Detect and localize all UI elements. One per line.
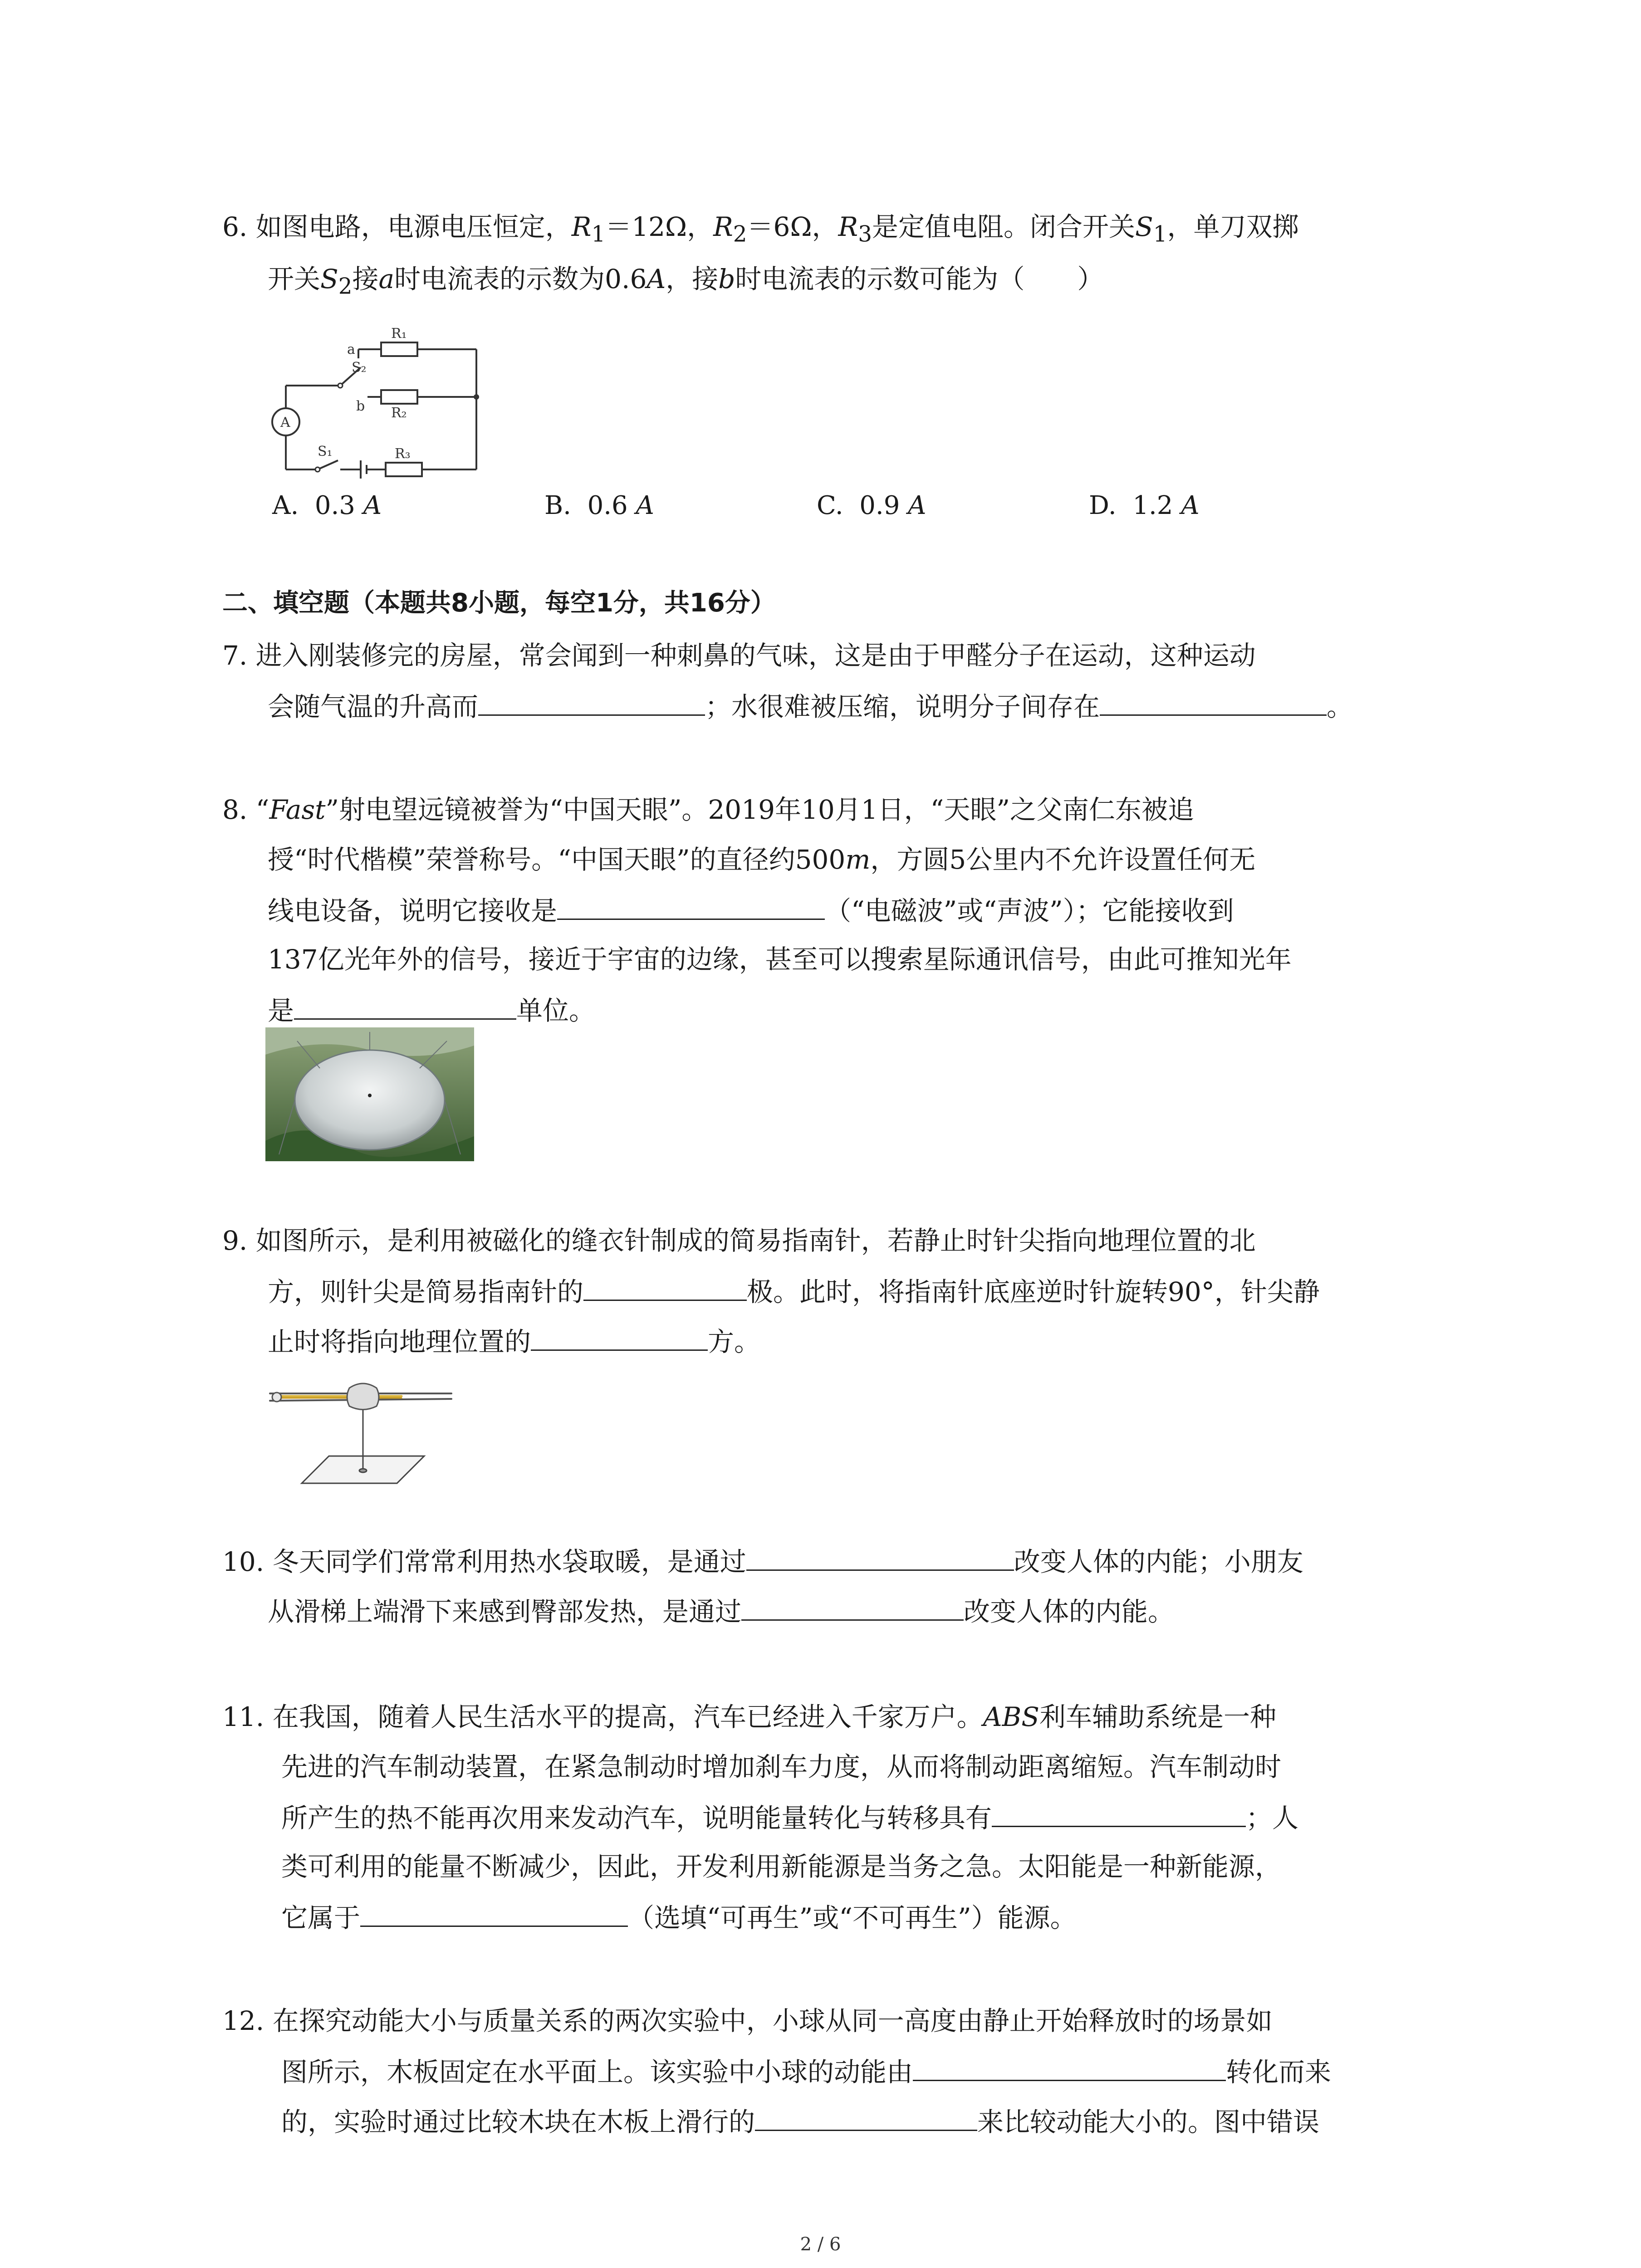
answer-blank[interactable] [583,1272,747,1301]
q9-text: 方。 [708,1326,761,1357]
junction-dot [474,394,479,400]
q9-line1 [222,1222,1256,1259]
answer-blank[interactable] [755,2102,977,2131]
ammeter-label: A [280,415,290,430]
q8-text: “ [255,794,269,825]
abs-name: ABS [983,1701,1039,1732]
answer-blank[interactable] [478,687,705,716]
q8-text: （“电磁波”或“声波”）；它能接收到 [825,895,1234,926]
answer-blank[interactable] [557,891,825,920]
answer-blank[interactable] [360,1898,628,1927]
answer-blank[interactable] [1100,687,1327,716]
q8-line1 [222,792,1194,828]
b-variable: b [718,264,735,294]
q11-text: ；人 [1246,1803,1299,1833]
q8-text: ，方圆5公里内不允许设置任何无 [870,844,1256,875]
r2-symbol: R [713,211,733,242]
q7-number: 7. [222,640,248,671]
s1-symbol: S [1135,211,1153,242]
q12-text: 来比较动能大小的。图中错误 [977,2107,1320,2137]
r3-subscript: 3 [858,221,872,247]
switch-s1-icon [318,460,338,469]
q11-text: 所产生的热不能再次用来发动汽车，说明能量转化与转移具有 [281,1803,992,1833]
q12-text: 图所示，木板固定在水平面上。该实验中小球的动能由 [281,2057,913,2087]
q8-line4: 137亿光年外的信号，接近于宇宙的边缘，甚至可以搜索星际通讯信号，由此可推知光年 [268,944,1292,975]
choice-letter: A. [272,491,299,520]
q11-line4: 类可利用的能量不断减少，因此，开发利用新能源是当务之急。太阳能是一种新能源， [281,1851,1282,1882]
section-heading: 二、填空题（本题共8小题，每空1分，共16分） [222,588,776,618]
q12-text: 在探究动能大小与质量关系的两次实验中，小球从同一高度由静止开始释放时的场景如 [272,2005,1273,2036]
q6-number: 6. [222,211,248,242]
r1-value: ＝12Ω， [605,211,714,242]
branch-a-label: a [347,342,355,357]
q8-number: 8. [222,794,248,825]
q7-text: 进入刚装修完的房屋，常会闻到一种刺鼻的气味，这是由于甲醛分子在运动，这种运动 [255,640,1256,671]
q11-text: 利车辅助系统是一种 [1039,1701,1276,1732]
q6-text: 开关 [268,264,321,294]
r2-value: ＝6Ω， [747,211,838,242]
q11-line2: 先进的汽车制动装置，在紧急制动时增加刹车力度，从而将制动距离缩短。汽车制动时 [281,1751,1282,1782]
resistor-r1-icon [381,342,417,356]
q10-number: 10. [222,1546,265,1577]
q9-text: 止时将指向地理位置的 [268,1326,531,1357]
q7-text: 。 [1327,691,1353,722]
choice-value: 1.2 [1132,491,1173,520]
q7-text: 会随气温的升高而 [268,691,479,722]
q10-line2 [268,1592,1174,1630]
q12-number: 12. [222,2005,265,2036]
q11-text: 在我国，随着人民生活水平的提高，汽车已经进入千家万户。 [272,1701,983,1732]
r1-subscript: 1 [591,221,606,247]
q9-text: 极。此时，将指南针底座逆时针旋转90°，针尖静 [747,1276,1320,1307]
q6-text: 时电流表的示数可能为（ ） [735,264,1104,294]
s2-symbol: S [320,264,338,294]
terminal-dot [315,467,320,472]
q12-text: 的，实验时通过比较木块在木板上滑行的 [281,2107,755,2137]
terminal-dot [338,383,343,388]
choice-unit: A [636,491,654,520]
page-number: 2 / 6 [800,2234,841,2255]
q11-line5 [281,1898,1077,1936]
q6-text: 如图电路，电源电压恒定， [255,211,572,242]
q9-line3 [268,1322,760,1360]
compass-needle-figure [265,1370,456,1497]
choice-unit: A [1181,491,1200,520]
q6-text: ，接 [666,264,719,294]
answer-blank[interactable] [741,1592,964,1621]
choice-letter: C. [817,491,843,520]
fast-telescope-photo [265,1027,474,1161]
unit-ampere: A [647,264,666,294]
q9-line2 [268,1272,1320,1310]
q8-line3 [268,891,1234,929]
choice-d[interactable] [1089,488,1200,524]
unit-meter: m [845,844,871,875]
q8-text: 单位。 [516,995,596,1026]
r3-label: R₃ [395,446,411,462]
s1-subscript: 1 [1153,221,1167,247]
choice-value: 0.6 [587,491,628,520]
branch-b-label: b [356,398,365,414]
fast-name: Fast [269,794,326,825]
q11-line3 [281,1799,1298,1836]
answer-blank[interactable] [746,1542,1014,1571]
q11-text: （选填“可再生”或“不可再生”）能源。 [628,1902,1077,1933]
q12-line1 [222,2003,1273,2039]
q6-line1 [222,209,1298,253]
q6-text: 时电流表的示数为0.6 [394,264,647,294]
q7-line1 [222,637,1256,674]
answer-blank[interactable] [992,1799,1246,1827]
r1-label: R₁ [391,326,407,342]
circuit-diagram [263,313,499,490]
choice-a[interactable] [272,488,382,524]
q10-text: 从滑梯上端滑下来感到臀部发热，是通过 [268,1596,742,1627]
resistor-r2-icon [381,390,417,404]
q9-text: 方，则针尖是简易指南针的 [268,1276,584,1307]
q6-text: 接 [352,264,379,294]
a-variable: a [378,264,395,294]
r3-symbol: R [838,211,858,242]
r1-symbol: R [571,211,592,242]
s2-label: S₂ [352,360,367,376]
q12-line3 [281,2102,1319,2140]
q11-number: 11. [222,1701,265,1732]
q11-line1 [222,1699,1276,1735]
choice-letter: B. [544,491,571,520]
answer-blank[interactable] [531,1322,708,1351]
q6-text: 是定值电阻。闭合开关 [872,211,1135,242]
q6-text: ，单刀双掷 [1167,211,1299,242]
choice-b[interactable] [544,488,654,524]
choice-unit: A [908,491,926,520]
q8-line2 [268,841,1255,878]
q7-text: ；水很难被压缩，说明分子间存在 [705,691,1100,722]
answer-blank[interactable] [294,991,516,1020]
q8-text: 线电设备，说明它接收是 [268,895,558,926]
q12-text: 转化而来 [1226,2057,1332,2087]
choice-c[interactable] [817,488,926,524]
q10-line1 [222,1542,1303,1580]
r2-label: R₂ [391,405,407,421]
r2-subscript: 2 [733,221,747,247]
q8-text: 授“时代楷模”荣誉称号。“中国天眼”的直径约500 [268,844,846,875]
q9-number: 9. [222,1225,248,1256]
q12-line2 [281,2053,1331,2090]
q11-text: 它属于 [281,1902,361,1933]
choice-letter: D. [1089,491,1117,520]
choice-value: 0.9 [859,491,900,520]
q9-text: 如图所示，是利用被磁化的缝衣针制成的简易指南针，若静止时针尖指向地理位置的北 [255,1225,1256,1256]
choice-value: 0.3 [314,491,355,520]
q8-line5 [268,991,595,1029]
q10-text: 改变人体的内能。 [964,1596,1175,1627]
choice-unit: A [363,491,382,520]
q7-line2 [268,687,1353,725]
resistor-r3-icon [386,463,422,476]
q6-line2 [268,261,1103,305]
answer-blank[interactable] [913,2053,1226,2081]
q8-text: 是 [268,995,294,1026]
q8-text: ”射电望远镜被誉为“中国天眼”。2019年10月1日，“天眼”之父南仁东被追 [325,794,1194,825]
q10-text: 冬天同学们常常利用热水袋取暖，是通过 [272,1546,746,1577]
s2-subscript: 2 [338,274,353,299]
q10-text: 改变人体的内能；小朋友 [1014,1546,1303,1577]
s1-label: S₁ [318,444,333,459]
